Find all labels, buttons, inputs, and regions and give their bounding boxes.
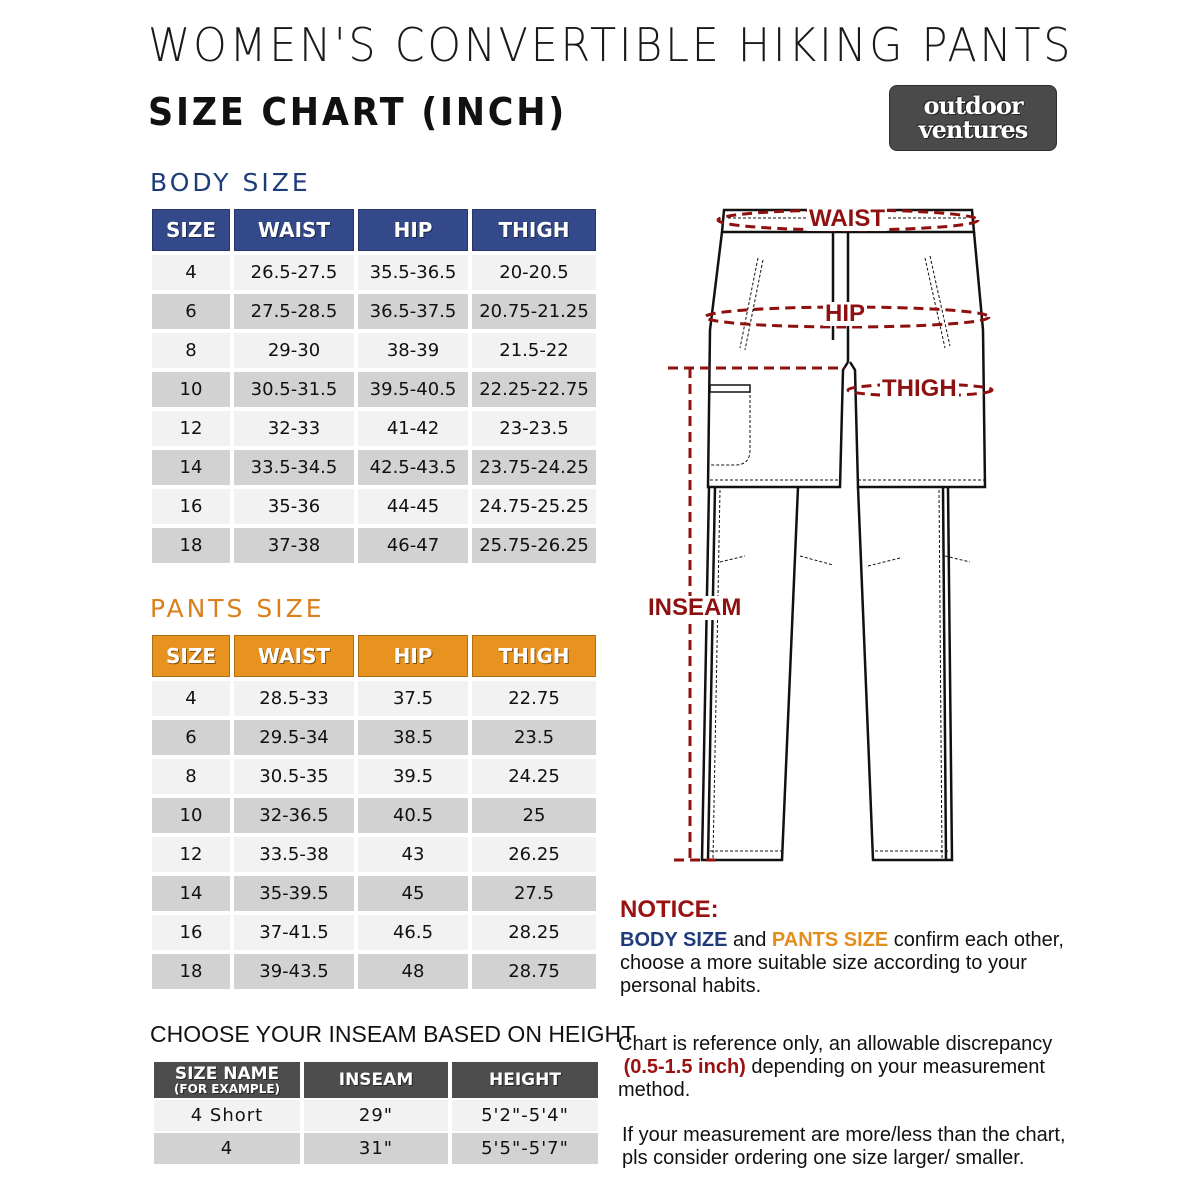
waist-label: WAIST [809,205,885,232]
cell-size: 6 [152,720,230,755]
cell-thigh: 22.75 [472,681,596,716]
inseam-label: INSEAM [648,594,742,621]
cell-waist: 37-38 [234,528,354,563]
cell-size: 16 [152,915,230,950]
cell-size: 8 [152,333,230,368]
cell-thigh: 24.75-25.25 [472,489,596,524]
cell-hip: 46-47 [358,528,468,563]
cell-hip: 38.5 [358,720,468,755]
cell-waist: 32-33 [234,411,354,446]
cell-hip: 48 [358,954,468,989]
cell-waist: 35-36 [234,489,354,524]
cell-thigh: 20.75-21.25 [472,294,596,329]
table-row [152,759,596,794]
cell-thigh: 28.75 [472,954,596,989]
cell-size: 4 [152,681,230,716]
cell-hip: 35.5-36.5 [358,255,468,290]
cell-thigh: 22.25-22.75 [472,372,596,407]
cell-size: 10 [152,372,230,407]
cell-waist: 30.5-31.5 [234,372,354,407]
cell-waist: 37-41.5 [234,915,354,950]
cell-size: 12 [152,411,230,446]
table-row [152,528,596,563]
notice-body [620,929,1080,998]
column-header-thigh: THIGH [472,635,596,677]
column-header-hip: HIP [358,209,468,251]
cell-waist: 26.5-27.5 [234,255,354,290]
column-header-waist: WAIST [234,209,354,251]
cell-size: 18 [152,528,230,563]
logo-line-1: outdoor [923,91,1023,120]
sizing-advice: If your measurement are more/less than the chart, pls consider ordering one size larger/ smaller. [622,1124,1066,1169]
size-name-note: (FOR EXAMPLE) [173,1082,281,1096]
cell-hip: 36.5-37.5 [358,294,468,329]
discrepancy-note [618,1033,1088,1102]
cell-size: 16 [152,489,230,524]
cell-thigh: 27.5 [472,876,596,911]
table-row [152,954,596,989]
cell-thigh: 23.5 [472,720,596,755]
table-header-row [154,1062,598,1098]
pants-size-table [148,631,600,993]
table-header-row [152,209,596,251]
column-header-inseam: INSEAM [304,1062,448,1098]
cell-hip: 46.5 [358,915,468,950]
cell-size: 8 [152,759,230,794]
cell-thigh: 25.75-26.25 [472,528,596,563]
cell-waist: 29-30 [234,333,354,368]
cell-height: 5'2"-5'4" [452,1100,598,1131]
cell-thigh: 21.5-22 [472,333,596,368]
notice-and: and [727,929,772,951]
cell-size: 4 [152,255,230,290]
table-header-row [152,635,596,677]
cell-waist: 29.5-34 [234,720,354,755]
cell-hip: 37.5 [358,681,468,716]
pants-size-heading: PANTS SIZE [150,594,325,623]
column-header-waist: WAIST [234,635,354,677]
table-row [152,411,596,446]
cell-inseam: 31" [304,1133,448,1164]
cell-waist: 39-43.5 [234,954,354,989]
cell-thigh: 20-20.5 [472,255,596,290]
cell-size: 18 [152,954,230,989]
body-size-highlight: BODY SIZE [620,929,728,951]
body-size-heading: BODY SIZE [150,168,311,197]
cell-hip: 41-42 [358,411,468,446]
disc-rest: depending on your measurement method. [618,1056,1045,1101]
cell-hip: 39.5-40.5 [358,372,468,407]
brand-logo [889,85,1057,151]
cell-waist: 35-39.5 [234,876,354,911]
table-row [152,255,596,290]
table-row [154,1100,598,1131]
cell-height: 5'5"-5'7" [452,1133,598,1164]
table-row [152,720,596,755]
cell-hip: 45 [358,876,468,911]
cell-thigh: 23-23.5 [472,411,596,446]
cell-thigh: 25 [472,798,596,833]
cell-hip: 39.5 [358,759,468,794]
table-row [152,681,596,716]
page-title: WOMEN'S CONVERTIBLE HIKING PANTS [148,18,1074,72]
cell-waist: 32-36.5 [234,798,354,833]
cell-size: 14 [152,450,230,485]
inseam-heading: CHOOSE YOUR INSEAM BASED ON HEIGHT [150,1021,636,1047]
cell-hip: 42.5-43.5 [358,450,468,485]
table-row [154,1133,598,1164]
notice-heading: NOTICE: [620,896,719,923]
cell-hip: 43 [358,837,468,872]
logo-line-2: ventures [918,115,1028,144]
cell-size-name: 4 Short [154,1100,300,1131]
cell-thigh: 28.25 [472,915,596,950]
cell-waist: 33.5-38 [234,837,354,872]
disc-range: (0.5-1.5 inch) [623,1056,746,1078]
cell-waist: 30.5-35 [234,759,354,794]
table-row [152,837,596,872]
cell-thigh: 26.25 [472,837,596,872]
table-row [152,798,596,833]
table-row [152,915,596,950]
thigh-label: THIGH [882,375,957,402]
column-header-size: SIZE [152,635,230,677]
body-size-table [148,205,600,567]
cell-waist: 28.5-33 [234,681,354,716]
cell-size: 6 [152,294,230,329]
cell-size-name: 4 [154,1133,300,1164]
cell-hip: 38-39 [358,333,468,368]
inseam-table [150,1060,602,1166]
cell-thigh: 24.25 [472,759,596,794]
cell-size: 10 [152,798,230,833]
disc-line-1: Chart is reference only, an allowable discrepancy [618,1033,1053,1055]
pants-measurement-diagram [600,180,1020,880]
column-header-height: HEIGHT [452,1062,598,1098]
table-row [152,333,596,368]
column-header-size-name [154,1062,300,1098]
cell-hip: 40.5 [358,798,468,833]
cell-thigh: 23.75-24.25 [472,450,596,485]
column-header-hip: HIP [358,635,468,677]
cell-waist: 27.5-28.5 [234,294,354,329]
table-row [152,876,596,911]
cell-waist: 33.5-34.5 [234,450,354,485]
table-row [152,450,596,485]
column-header-size: SIZE [152,209,230,251]
table-row [152,372,596,407]
table-row [152,294,596,329]
column-header-thigh: THIGH [472,209,596,251]
notice-rest: confirm each other, choose a more suitable size according to your personal habits. [620,929,1064,997]
cell-size: 14 [152,876,230,911]
table-row [152,489,596,524]
cell-size: 12 [152,837,230,872]
hip-label: HIP [825,300,866,327]
pants-size-highlight: PANTS SIZE [771,929,889,951]
size-name-label: SIZE NAME [174,1064,280,1084]
page-subtitle: SIZE CHART (INCH) [148,90,567,134]
cell-inseam: 29" [304,1100,448,1131]
cell-hip: 44-45 [358,489,468,524]
pants-outline-icon [600,180,1020,880]
